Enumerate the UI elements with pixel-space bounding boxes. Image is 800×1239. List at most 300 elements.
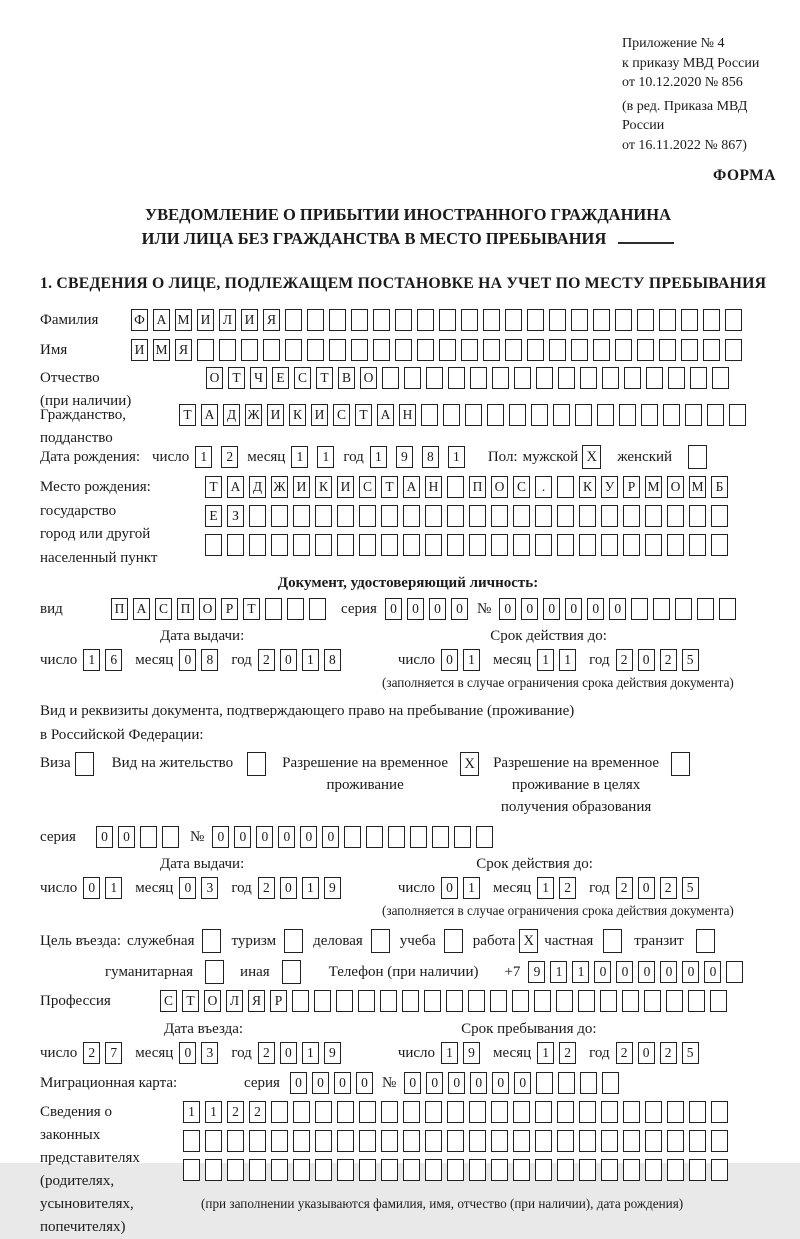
char-cell: С (513, 476, 530, 498)
char-cell: И (311, 404, 328, 426)
char-cell (666, 990, 683, 1012)
char-cell (382, 367, 399, 389)
visa-checkbox (75, 752, 94, 776)
representatives-cells-row2 (183, 1130, 733, 1152)
char-cell: 9 (463, 1042, 480, 1064)
char-cell (469, 1159, 486, 1181)
char-cell: Т (381, 476, 398, 498)
char-cell (403, 534, 420, 556)
migration-card-label: Миграционная карта: (40, 1075, 178, 1091)
char-cell: 2 (616, 649, 633, 671)
char-cell (373, 339, 390, 361)
residence-doc-dates-row (40, 877, 776, 899)
char-cell: 1 (291, 446, 308, 468)
edition-line: от 16.11.2022 № 867) (622, 137, 747, 153)
residence-doc-date-labels (40, 853, 776, 875)
valid-label: Срок действия до: (476, 856, 593, 872)
char-cell: Д (249, 476, 266, 498)
char-cell: М (689, 476, 706, 498)
char-cell (575, 404, 592, 426)
appendix-line: Приложение № 4 (622, 36, 725, 51)
char-cell (307, 309, 324, 331)
char-cell (536, 367, 553, 389)
char-cell (491, 505, 508, 527)
purpose-option-label: учеба (399, 933, 436, 949)
day-word: число (40, 880, 78, 896)
patronymic-sublabel: (при наличии) (40, 392, 132, 409)
char-cell: 9 (528, 961, 545, 983)
temp-residence-label: Разрешение на временное проживание (282, 755, 449, 793)
migration-series-cells (290, 1072, 378, 1094)
char-cell (447, 1159, 464, 1181)
doc-issued-year (258, 649, 346, 671)
char-cell (447, 476, 464, 498)
char-cell (557, 505, 574, 527)
char-cell: 1 (83, 649, 100, 671)
char-cell: 1 (559, 649, 576, 671)
char-cell: 0 (212, 826, 229, 848)
char-cell: И (131, 339, 148, 361)
char-cell: И (241, 309, 258, 331)
char-cell (668, 367, 685, 389)
until-year (616, 1042, 704, 1064)
char-cell: Р (270, 990, 287, 1012)
appendix-line: от 10.12.2020 № 856 (622, 75, 743, 90)
char-cell: 1 (317, 446, 334, 468)
month-word: месяц (493, 652, 532, 668)
char-cell (315, 1159, 332, 1181)
char-cell (645, 1101, 662, 1123)
char-cell (381, 505, 398, 527)
char-cell (315, 505, 332, 527)
char-cell (579, 1159, 596, 1181)
char-cell (615, 339, 632, 361)
birthplace-cells-row2 (205, 505, 733, 527)
char-cell (527, 309, 544, 331)
entry-dates-row (40, 1042, 776, 1064)
char-cell (271, 1101, 288, 1123)
char-cell (703, 339, 720, 361)
residence-number-cells (212, 826, 498, 848)
month-word: месяц (493, 1045, 532, 1061)
char-cell (556, 990, 573, 1012)
purpose-official-checkbox (202, 929, 221, 953)
valid-label: Срок действия до: (490, 628, 607, 644)
char-cell (425, 534, 442, 556)
char-cell (417, 309, 434, 331)
char-cell (491, 1130, 508, 1152)
char-cell (403, 1130, 420, 1152)
birthplace-block (40, 476, 776, 570)
char-cell (421, 404, 438, 426)
char-cell (271, 534, 288, 556)
char-cell: 0 (96, 826, 113, 848)
entry-year (258, 1042, 346, 1064)
doc-number-cells (499, 598, 741, 620)
char-cell: Н (425, 476, 442, 498)
char-cell (557, 534, 574, 556)
visa-label: Виза (40, 755, 71, 771)
char-cell (337, 1101, 354, 1123)
char-cell: 2 (660, 877, 677, 899)
residence-valid-day (441, 877, 485, 899)
char-cell (470, 367, 487, 389)
char-cell: Д (223, 404, 240, 426)
char-cell: К (579, 476, 596, 498)
char-cell: 2 (616, 1042, 633, 1064)
day-word: число (152, 449, 190, 465)
char-cell (469, 534, 486, 556)
char-cell (263, 339, 280, 361)
year-word: год (231, 880, 252, 896)
char-cell: 8 (324, 649, 341, 671)
char-cell (205, 1130, 222, 1152)
char-cell (600, 990, 617, 1012)
char-cell (491, 1101, 508, 1123)
char-cell: 0 (426, 1072, 443, 1094)
year-word: год (231, 1045, 252, 1061)
form-title (40, 203, 776, 251)
entry-month (179, 1042, 223, 1064)
char-cell: С (294, 367, 311, 389)
year-word: год (343, 449, 364, 465)
char-cell (631, 598, 648, 620)
char-cell: Я (175, 339, 192, 361)
char-cell (337, 1159, 354, 1181)
char-cell (527, 339, 544, 361)
char-cell (601, 1159, 618, 1181)
char-cell (697, 598, 714, 620)
char-cell (703, 309, 720, 331)
char-cell (549, 339, 566, 361)
char-cell (483, 339, 500, 361)
residence-series-cells (96, 826, 184, 848)
form-title-line1: УВЕДОМЛЕНИЕ О ПРИБЫТИИ ИНОСТРАННОГО ГРАЖДАНИНА (144, 205, 672, 224)
char-cell: 0 (638, 1042, 655, 1064)
residence-doc-note: (заполняется в случае ограничения срока действия документа) (382, 903, 734, 918)
char-cell: 1 (302, 877, 319, 899)
char-cell (425, 1159, 442, 1181)
char-cell (410, 826, 427, 848)
char-cell: 5 (682, 877, 699, 899)
char-cell (443, 404, 460, 426)
char-cell (725, 309, 742, 331)
purpose-business-checkbox (371, 929, 390, 953)
birthplace-cells-row1 (205, 476, 733, 498)
stay-until-label: Срок пребывания до: (461, 1021, 597, 1037)
doc-issued-month (179, 649, 223, 671)
char-cell (710, 990, 727, 1012)
char-cell: Я (248, 990, 265, 1012)
char-cell (454, 826, 471, 848)
char-cell: 0 (543, 598, 560, 620)
birthplace-label: Место рождения: (40, 479, 151, 495)
char-cell (465, 404, 482, 426)
appendix-line: к приказу МВД России (622, 55, 760, 71)
char-cell (645, 505, 662, 527)
representatives-block: Сведения о законных представителях (родителях, усыновителях, попечителях) 1 1 2 2 (при заполнении указываются фамилия, имя, отчество (при наличии), дата рождения) (40, 1101, 776, 1239)
char-cell (205, 534, 222, 556)
purpose-option-label: туризм (231, 933, 277, 949)
char-cell: Е (272, 367, 289, 389)
char-cell (447, 1130, 464, 1152)
char-cell: 8 (201, 649, 218, 671)
residence-valid-month (537, 877, 581, 899)
residence-issued-day (83, 877, 127, 899)
citizenship-label: Гражданство, (40, 407, 127, 423)
char-cell (659, 339, 676, 361)
char-cell (531, 404, 548, 426)
char-cell (593, 339, 610, 361)
appendix-block (622, 34, 776, 155)
char-cell (601, 1101, 618, 1123)
char-cell: О (667, 476, 684, 498)
char-cell (315, 534, 332, 556)
purpose-other-checkbox (282, 960, 301, 984)
purpose-humanitarian-label: гуманитарная (105, 964, 194, 980)
char-cell (689, 505, 706, 527)
representatives-cells-row3 (183, 1159, 733, 1181)
sex-label: Пол: (487, 449, 518, 465)
char-cell: 9 (324, 877, 341, 899)
char-cell (249, 1130, 266, 1152)
char-cell: Л (219, 309, 236, 331)
char-cell: 0 (587, 598, 604, 620)
char-cell: 1 (302, 1042, 319, 1064)
series-word: серия (341, 601, 377, 617)
char-cell: 0 (179, 1042, 196, 1064)
char-cell (381, 534, 398, 556)
char-cell (557, 1130, 574, 1152)
number-word: № (476, 601, 492, 617)
char-cell: 0 (312, 1072, 329, 1094)
page-number-blank (618, 228, 674, 244)
char-cell: 0 (441, 877, 458, 899)
char-cell (424, 990, 441, 1012)
char-cell: А (153, 309, 170, 331)
char-cell: 2 (221, 446, 238, 468)
char-cell: 0 (492, 1072, 509, 1094)
char-cell (622, 990, 639, 1012)
char-cell: 3 (201, 877, 218, 899)
surname-row (40, 309, 776, 331)
issued-label: Дата выдачи: (160, 628, 245, 644)
char-cell (646, 367, 663, 389)
citizenship-sublabel: подданство (40, 429, 113, 446)
issued-label: Дата выдачи: (160, 856, 245, 872)
series-word: серия (40, 829, 76, 845)
char-cell: 0 (234, 826, 251, 848)
char-cell (571, 309, 588, 331)
char-cell (535, 505, 552, 527)
citizenship-row (40, 404, 776, 449)
char-cell (381, 1159, 398, 1181)
char-cell (162, 826, 179, 848)
char-cell (271, 1130, 288, 1152)
char-cell: 0 (290, 1072, 307, 1094)
char-cell (645, 1159, 662, 1181)
char-cell (381, 1130, 398, 1152)
char-cell (623, 1101, 640, 1123)
char-cell: 1 (205, 1101, 222, 1123)
char-cell (314, 990, 331, 1012)
temp-residence-checkbox: X (460, 752, 479, 776)
doc-series-cells (385, 598, 473, 620)
char-cell: 0 (499, 598, 516, 620)
char-cell (395, 339, 412, 361)
doc-kind-label: вид (40, 601, 63, 617)
char-cell (681, 339, 698, 361)
char-cell (579, 1130, 596, 1152)
char-cell: Т (228, 367, 245, 389)
purpose-humanitarian-checkbox (205, 960, 224, 984)
char-cell: 0 (300, 826, 317, 848)
char-cell: 2 (227, 1101, 244, 1123)
char-cell (337, 1130, 354, 1152)
char-cell (359, 1130, 376, 1152)
char-cell (558, 367, 575, 389)
char-cell: О (204, 990, 221, 1012)
char-cell: 0 (429, 598, 446, 620)
char-cell: 0 (334, 1072, 351, 1094)
char-cell: П (111, 598, 128, 620)
char-cell (667, 1101, 684, 1123)
char-cell (359, 534, 376, 556)
sex-female-checkbox (688, 445, 707, 469)
char-cell: М (153, 339, 170, 361)
surname-label: Фамилия (40, 312, 99, 328)
char-cell: 7 (105, 1042, 122, 1064)
char-cell (601, 505, 618, 527)
char-cell: 0 (322, 826, 339, 848)
purpose-option-label: транзит (634, 933, 684, 949)
until-day (441, 1042, 485, 1064)
until-month (537, 1042, 581, 1064)
month-word: месяц (135, 1045, 174, 1061)
char-cell: С (160, 990, 177, 1012)
purpose-transit-checkbox (696, 929, 715, 953)
char-cell: 1 (550, 961, 567, 983)
char-cell (549, 309, 566, 331)
char-cell: В (338, 367, 355, 389)
char-cell (315, 1101, 332, 1123)
char-cell (293, 1101, 310, 1123)
char-cell (711, 505, 728, 527)
char-cell: 2 (559, 1042, 576, 1064)
phone-label: Телефон (при наличии) (328, 964, 479, 980)
identity-doc-dates-row (40, 649, 776, 671)
char-cell: 9 (324, 1042, 341, 1064)
char-cell (535, 1130, 552, 1152)
char-cell (513, 534, 530, 556)
char-cell (425, 505, 442, 527)
char-cell (446, 990, 463, 1012)
char-cell (476, 826, 493, 848)
char-cell (512, 990, 529, 1012)
residence-doc-intro1: Вид и реквизиты документа, подтверждающего право на пребывание (проживание) (40, 703, 575, 719)
char-cell: Т (179, 404, 196, 426)
char-cell: 0 (83, 877, 100, 899)
char-cell (667, 534, 684, 556)
migration-card-row (40, 1072, 776, 1094)
firstname-row (40, 339, 776, 361)
char-cell: З (227, 505, 244, 527)
char-cell (315, 1130, 332, 1152)
char-cell: 0 (660, 961, 677, 983)
month-word: месяц (135, 880, 174, 896)
identity-doc-heading: Документ, удостоверяющий личность: (277, 575, 539, 591)
day-word: число (397, 652, 436, 668)
char-cell (726, 961, 743, 983)
char-cell: Я (263, 309, 280, 331)
char-cell: О (206, 367, 223, 389)
char-cell: 1 (537, 1042, 554, 1064)
char-cell (447, 1101, 464, 1123)
char-cell: 0 (280, 877, 297, 899)
char-cell (579, 505, 596, 527)
residence-issued-year (258, 877, 346, 899)
phone-prefix: +7 (504, 964, 521, 980)
char-cell: Т (316, 367, 333, 389)
char-cell (487, 404, 504, 426)
representatives-label: Сведения о (40, 1104, 112, 1120)
char-cell (373, 309, 390, 331)
birthplace-cells-row3 (205, 534, 733, 556)
char-cell: 2 (258, 649, 275, 671)
patronymic-label: Отчество (40, 370, 100, 386)
residence-issued-month (179, 877, 223, 899)
char-cell: 0 (280, 649, 297, 671)
char-cell: 0 (179, 877, 196, 899)
char-cell (359, 1159, 376, 1181)
char-cell (271, 1159, 288, 1181)
purpose-work-checkbox: X (519, 929, 538, 953)
char-cell (197, 339, 214, 361)
char-cell: 0 (609, 598, 626, 620)
char-cell (711, 1101, 728, 1123)
char-cell (293, 1159, 310, 1181)
char-cell: И (337, 476, 354, 498)
char-cell (140, 826, 157, 848)
char-cell (623, 534, 640, 556)
birthdate-label: Дата рождения: (40, 449, 141, 465)
char-cell (492, 367, 509, 389)
char-cell (417, 339, 434, 361)
temp-residence-edu-label: Разрешение на временное проживание в целях получения образования (493, 755, 660, 815)
char-cell: К (289, 404, 306, 426)
char-cell (602, 367, 619, 389)
char-cell: 0 (638, 877, 655, 899)
char-cell (729, 404, 746, 426)
year-word: год (589, 1045, 610, 1061)
purpose-tourism-checkbox (284, 929, 303, 953)
char-cell (663, 404, 680, 426)
char-cell: Т (243, 598, 260, 620)
char-cell: А (227, 476, 244, 498)
char-cell: А (201, 404, 218, 426)
char-cell (461, 339, 478, 361)
char-cell (624, 367, 641, 389)
char-cell (404, 367, 421, 389)
phone-cells (528, 961, 748, 983)
surname-cells (131, 309, 747, 331)
char-cell (359, 1101, 376, 1123)
char-cell (483, 309, 500, 331)
year-word: год (589, 652, 610, 668)
birth-year-cells (370, 446, 474, 468)
char-cell (557, 1159, 574, 1181)
char-cell (439, 339, 456, 361)
